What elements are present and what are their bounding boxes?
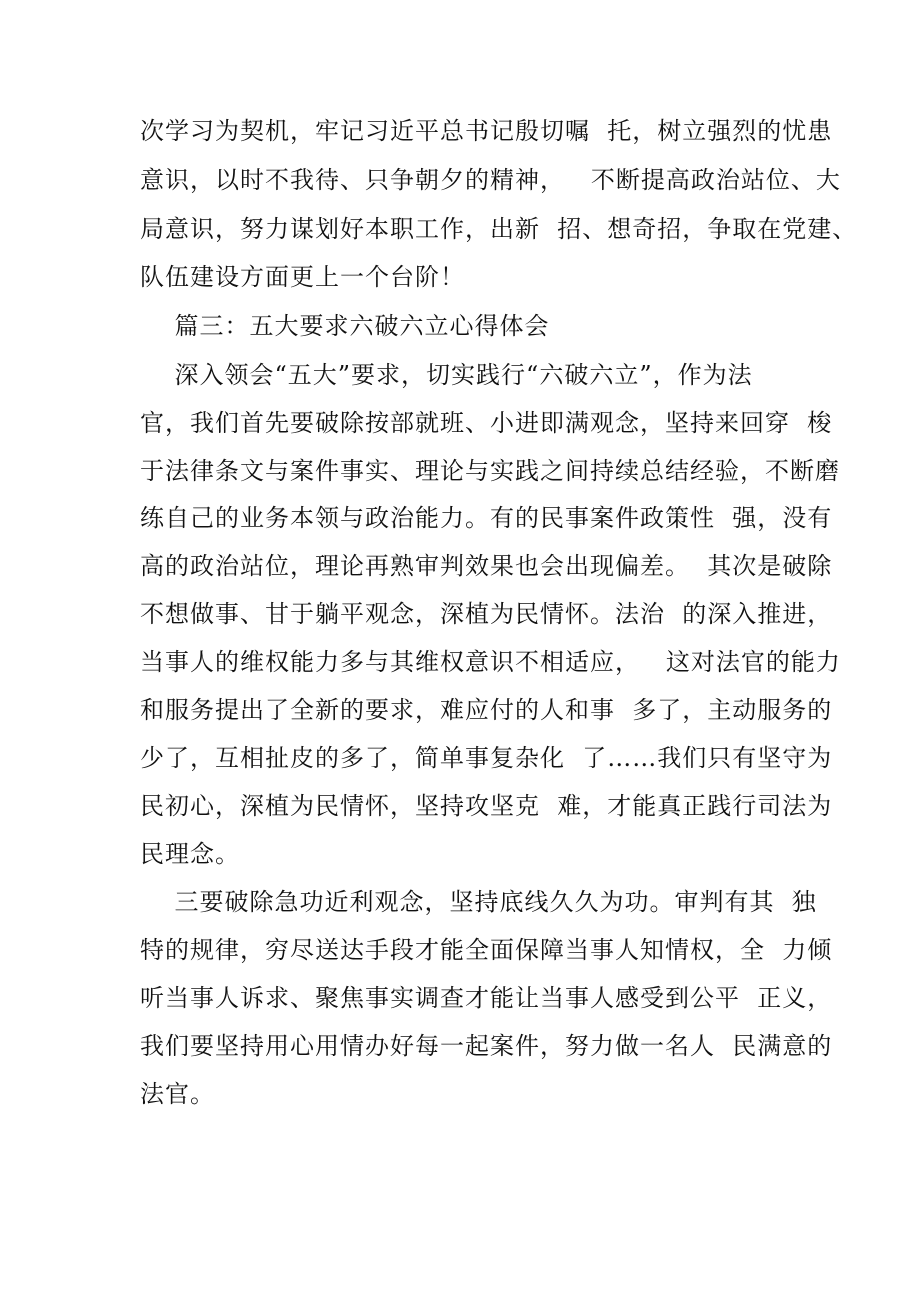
text-line: 于法律条文与案件事实、理论与实践之间持续总结经验，不断磨 [140, 457, 840, 485]
text-line: 和服务提出了全新的要求，难应付的人和事 多了，主动服务的 [140, 696, 833, 724]
text-line: 民理念。 [140, 840, 240, 868]
text-line: 高的政治站位，理论再熟审判效果也会出现偏差。 其次是破除 [140, 552, 833, 580]
section-heading: 篇三：五大要求六破六立心得体会 [140, 312, 550, 340]
text-line: 当事人的维权能力多与其维权意识不相适应， 这对法官的能力 [140, 648, 841, 676]
text-line: 民初心，深植为民情怀，坚持攻坚克 难，才能真正践行司法为 [140, 792, 833, 820]
text-line: 听当事人诉求、聚焦事实调查才能让当事人感受到公平 正义， [140, 984, 833, 1012]
text-line: 次学习为契机，牢记习近平总书记殷切嘱 托，树立强烈的忧患 [140, 117, 833, 145]
text-line: 练自己的业务本领与政治能力。有的民事案件政策性 强，没有 [140, 504, 833, 532]
text-line: 深入领会“五大”要求，切实践行“六破六立”，作为法 [140, 361, 753, 389]
text-line: 三要破除急功近利观念，坚持底线久久为功。审判有其 独 [140, 888, 817, 916]
text-line: 官，我们首先要破除按部就班、小进即满观念，坚持来回穿 梭 [140, 409, 833, 437]
text-line: 法官。 [140, 1080, 215, 1108]
text-line: 意识，以时不我待、只争朝夕的精神， 不断提高政治站位、大 [140, 166, 841, 194]
text-line: 我们要坚持用心用情办好每一起案件，努力做一名人 民满意的 [140, 1032, 833, 1060]
text-line: 不想做事、甘于躺平观念，深植为民情怀。法治 的深入推进， [140, 600, 833, 628]
text-line: 特的规律，穷尽送达手段才能全面保障当事人知情权，全 力倾 [140, 936, 833, 964]
text-line: 局意识，努力谋划好本职工作，出新 招、想奇招，争取在党建、 [140, 215, 858, 243]
text-line: 少了，互相扯皮的多了，简单事复杂化 了……我们只有坚守为 [140, 744, 833, 772]
text-line: 队伍建设方面更上一个台阶！ [140, 263, 465, 291]
